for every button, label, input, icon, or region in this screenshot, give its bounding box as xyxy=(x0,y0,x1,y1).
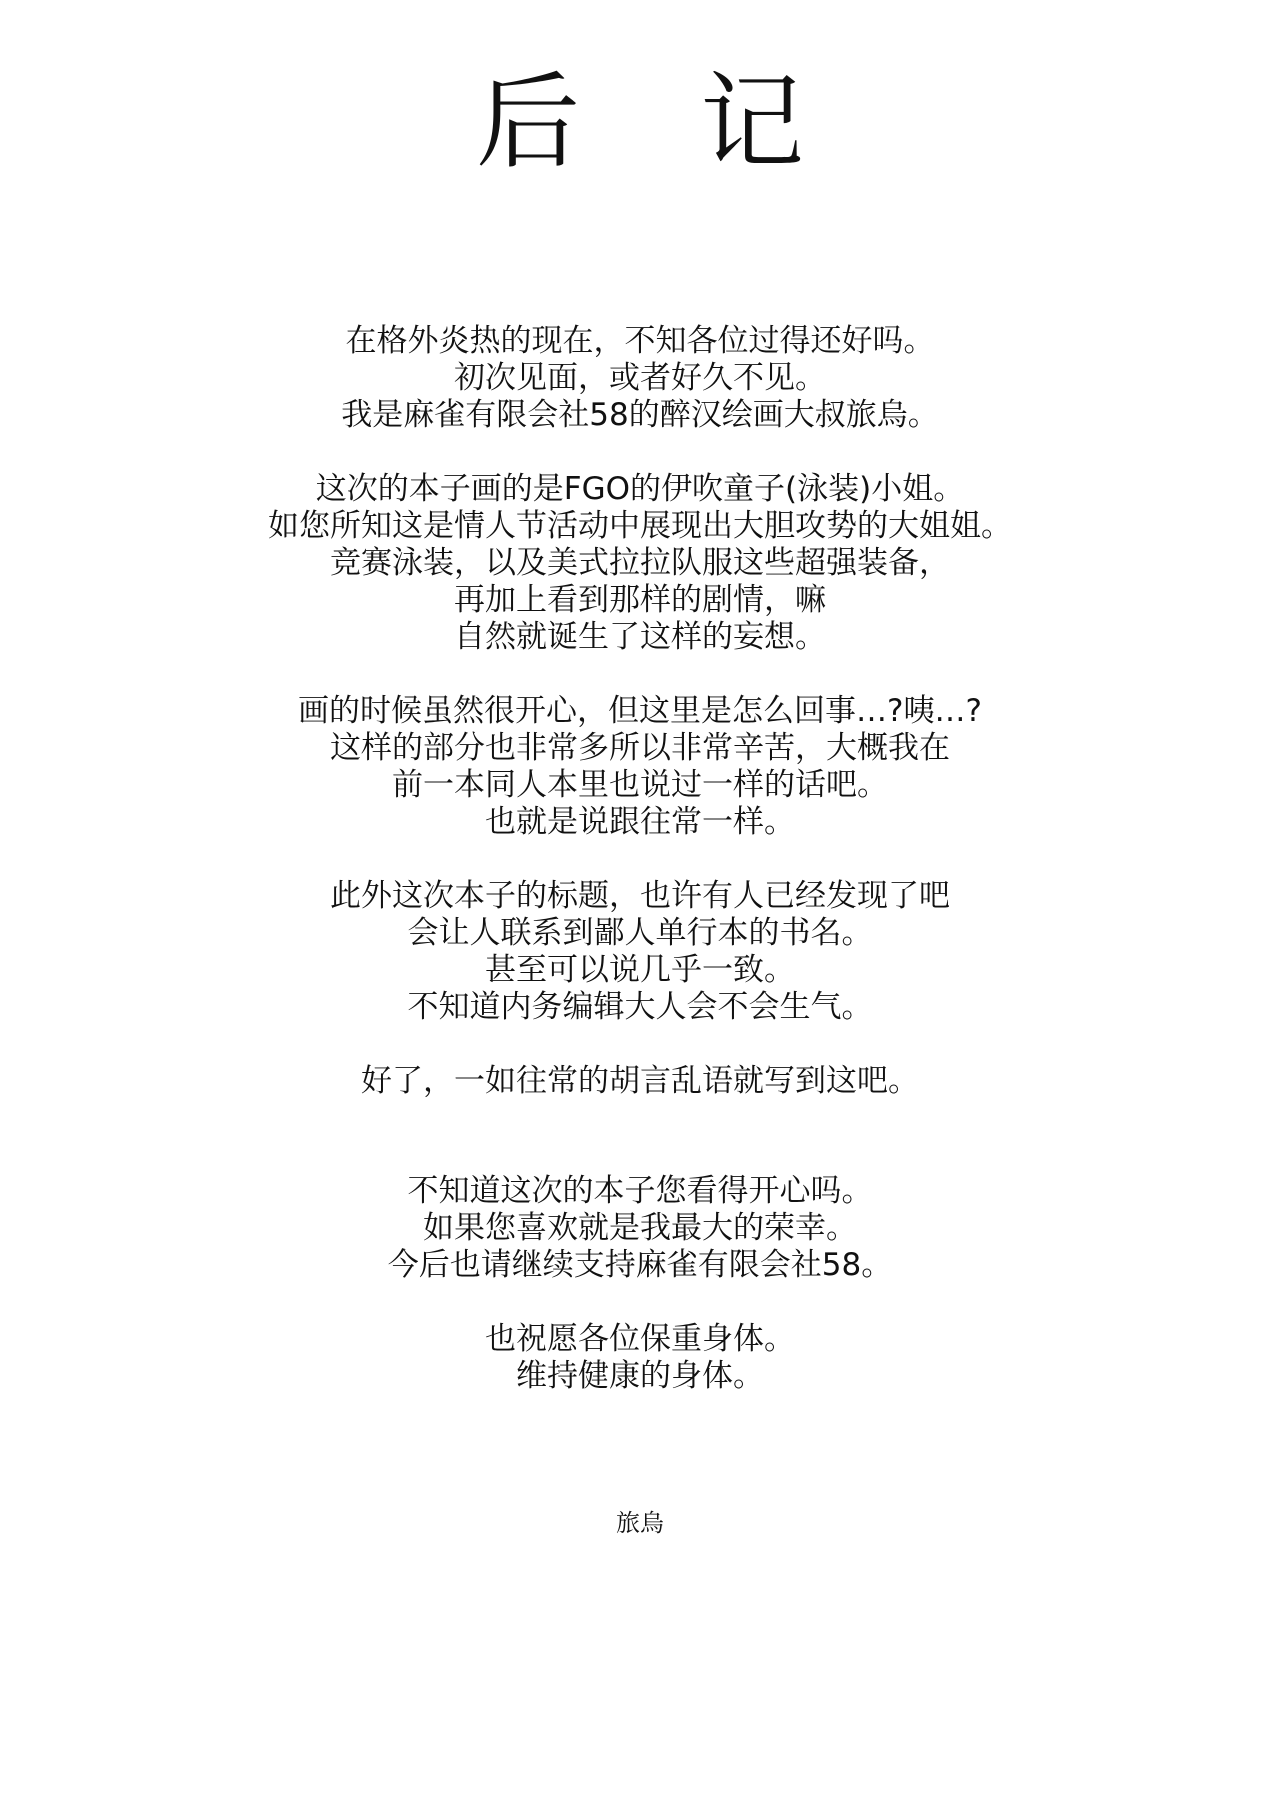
author-signature: 旅烏 xyxy=(616,1509,664,1537)
text-line: 好了，一如往常的胡言乱语就写到这吧。 xyxy=(361,1063,919,1099)
text-line: 不知道内务编辑大人会不会生气。 xyxy=(407,989,873,1025)
afterword-body xyxy=(0,323,1280,1432)
paragraph-greeting xyxy=(0,323,1280,434)
text-line: 初次见面，或者好久不见。 xyxy=(454,360,826,396)
paragraph-drawing xyxy=(0,693,1280,841)
title-char-2: 记 xyxy=(700,61,805,183)
text-line: 我是麻雀有限会社58的醉汉绘画大叔旅烏。 xyxy=(341,397,939,433)
text-line: 再加上看到那样的剧情，嘛 xyxy=(454,582,826,618)
paragraph-thanks xyxy=(0,1173,1280,1284)
text-line: 如果您喜欢就是我最大的荣幸。 xyxy=(423,1210,857,1246)
text-line: 竞赛泳装，以及美式拉拉队服这些超强装备， xyxy=(330,545,950,581)
text-line: 甚至可以说几乎一致。 xyxy=(485,952,795,988)
text-line: 自然就诞生了这样的妄想。 xyxy=(454,619,826,655)
paragraph-subject xyxy=(0,471,1280,656)
text-line: 这次的本子画的是FGO的伊吹童子(泳装)小姐。 xyxy=(315,471,965,507)
text-line: 画的时候虽然很开心，但这里是怎么回事…?咦…? xyxy=(298,693,982,729)
text-line: 在格外炎热的现在，不知各位过得还好吗。 xyxy=(345,323,935,359)
text-line: 也祝愿各位保重身体。 xyxy=(485,1321,795,1357)
text-line: 如您所知这是情人节活动中展现出大胆攻势的大姐姐。 xyxy=(268,508,1012,544)
text-line: 今后也请继续支持麻雀有限会社58。 xyxy=(387,1247,893,1283)
paragraph-title-note xyxy=(0,878,1280,1026)
text-line: 也就是说跟往常一样。 xyxy=(485,804,795,840)
paragraph-wrap-up xyxy=(0,1063,1280,1100)
text-line: 此外这次本子的标题，也许有人已经发现了吧 xyxy=(330,878,950,914)
text-line: 维持健康的身体。 xyxy=(516,1358,764,1394)
text-line: 不知道这次的本子您看得开心吗。 xyxy=(407,1173,873,1209)
title-char-1: 后 xyxy=(475,61,580,183)
paragraph-wishes xyxy=(0,1321,1280,1395)
text-line: 会让人联系到鄙人单行本的书名。 xyxy=(407,915,873,951)
page-title xyxy=(0,62,1280,182)
text-line: 这样的部分也非常多所以非常辛苦，大概我在 xyxy=(330,730,950,766)
text-line: 前一本同人本里也说过一样的话吧。 xyxy=(392,767,888,803)
